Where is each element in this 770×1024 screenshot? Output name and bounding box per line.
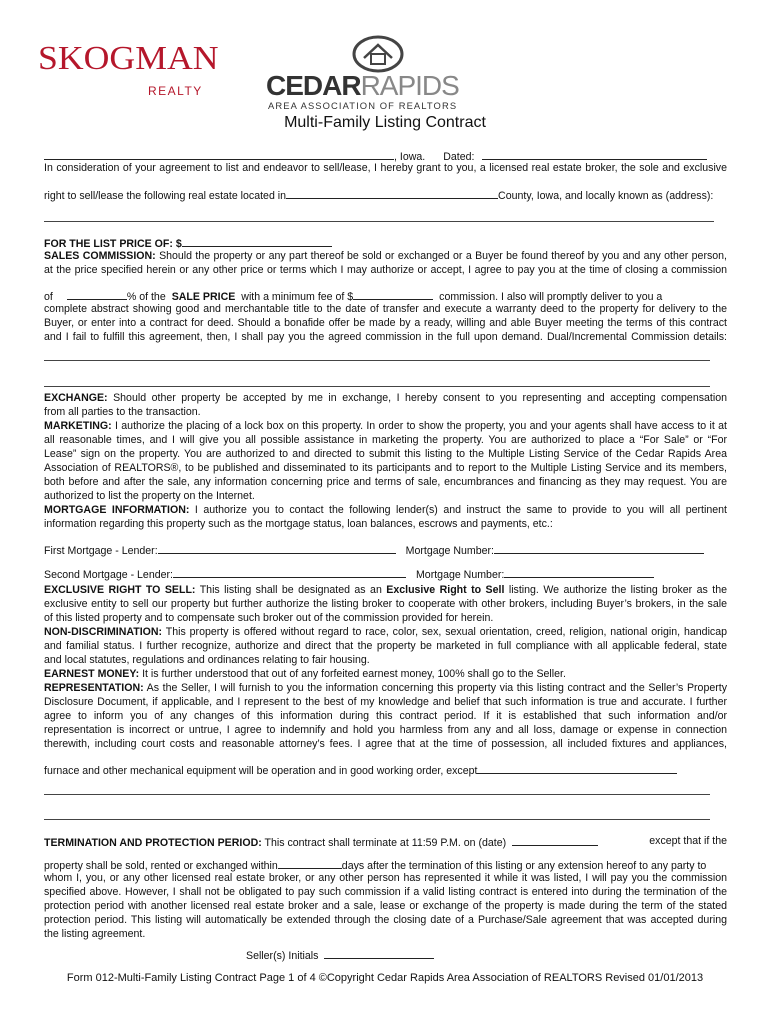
minimum-fee-label: with a minimum fee of $ [241, 291, 354, 303]
exchange-heading: EXCHANGE: [44, 392, 108, 404]
mortgage-l1 [44, 504, 727, 516]
iowa-label: , Iowa. [394, 151, 426, 163]
consideration-text: In consideration of your agreement to list and endeavor to sell/lease, I hereby grant to you, a licensed real estate broker, the sole and exclusive [44, 162, 727, 174]
first-mortgage-lender-field[interactable] [158, 543, 396, 554]
marketing-l5: both before and after the sale, any information concerning price and terms of sale, encumbrances and financing as they may request. You are [44, 476, 727, 488]
list-price-field[interactable] [182, 236, 332, 247]
sales-commission-l1 [44, 250, 727, 262]
termination-l2 [44, 858, 727, 872]
page-footer: Form 012-Multi-Family Listing Contract Page 1 of 4 ©Copyright Cedar Rapids Area Association of REALTORS Revised 01/01/2013 [66, 972, 704, 984]
seller-initials-line [246, 948, 546, 962]
marketing-l6: authorized to list the property on the Internet. [44, 490, 255, 502]
list-price-label: FOR THE LIST PRICE OF: $ [44, 238, 182, 250]
skogman-logo-sub: REALTY [148, 84, 203, 98]
dated-label: Dated: [443, 151, 475, 163]
address-label: County, Iowa, and locally known as (address): [498, 190, 714, 202]
marketing-text-1: I authorize the placing of a lock box on this property. In order to show the property, you and your agents shall have access to it at [111, 420, 727, 432]
marketing-l3: Lease” sign on the property. You are authorized to and directed to submit this listing to the Multiple Listing Service of the Cedar Rapids Area [44, 448, 727, 460]
termination-l4: specified above. However, I shall not be obligated to pay such commission if a valid listing contract is entered into during the termination of the [44, 886, 727, 898]
termination-text-2a: property shall be sold, rented or exchanged within [44, 860, 278, 872]
exchange-l2: from all parties to the transaction. [44, 406, 201, 418]
termination-l3: whom I, you, or any other licensed real estate broker, or any other person has represented it while it was listed, I will pay you the commission [44, 872, 727, 884]
earnest-l1 [44, 668, 727, 680]
page-title: Multi-Family Listing Contract [284, 114, 486, 131]
location-label: right to sell/lease the following real estate located in [44, 190, 287, 202]
sales-commission-text-1: Should the property or any part thereof be sold or exchanged or a Buyer be found thereof by you and any other person, [155, 250, 727, 262]
exclusive-l3: of this listed property and to compensate such broker out of the commission provided for herein. [44, 612, 494, 624]
skogman-logo [38, 40, 238, 100]
representation-l4: representation is incorrect or untrue, I agree to indemnify and hold you harmless from any and all loss, damage or expense in connection [44, 724, 727, 736]
second-mortgage-line [44, 567, 727, 581]
seller-initials-field[interactable] [324, 948, 434, 959]
second-mortgage-lender-label: Second Mortgage - Lender: [44, 569, 173, 581]
representation-l2: Disclosure Document, if applicable, and I represent to the best of my knowledge and belief that such information is true and accurate. I further [44, 696, 727, 708]
exceptions-field-3[interactable] [44, 819, 710, 820]
commission-of-label: of [44, 291, 53, 303]
termination-text-2b: days after the termination of this listing or any extension hereof to any party to [341, 860, 707, 872]
cedar-rapids-logo-sub: AREA ASSOCIATION OF REALTORS [268, 100, 458, 111]
commission-details-field-1[interactable] [44, 360, 710, 361]
minimum-fee-field[interactable] [353, 289, 433, 300]
sales-commission-l5: Buyer, or enter into a contract for deed. Should a bonafide offer be made by a ready, willing and able Buyer meeting the terms of this contract [44, 317, 727, 329]
commission-percent-field[interactable] [67, 289, 127, 300]
exclusive-text-1a: This listing shall be designated as an [195, 584, 387, 596]
termination-l1 [44, 835, 727, 849]
date-field[interactable] [482, 149, 707, 160]
location-line [44, 188, 727, 202]
marketing-heading: MARKETING: [44, 420, 112, 432]
earnest-heading: EARNEST MONEY: [44, 668, 140, 680]
second-mortgage-number-field[interactable] [504, 567, 654, 578]
county-field[interactable] [286, 188, 498, 199]
commission-percent-label: % of the [126, 291, 166, 303]
skogman-logo-name: SKOGMAN [38, 40, 219, 77]
exclusive-l2: exclusive entity to sell our property but further authorize the listing broker to cooperate with other brokers, including Buyer’s brokers, in the sale [44, 598, 727, 610]
protection-days-field[interactable] [278, 858, 342, 869]
sales-commission-l2: at the price specified herein or any other price or terms which I may authorize or accept, I agree to pay you at the time of closing a commission [44, 264, 727, 276]
exchange-text-1: Should other property be accepted by me in exchange, I hereby consent to you representing and accepting compensation [107, 392, 727, 404]
marketing-l2: all reasonable times, and I will give you all possible assistance in marketing the property. You are authorized to place a “For Sale” or “For [44, 434, 727, 446]
exclusive-l1 [44, 584, 727, 596]
sale-price-label: SALE PRICE [171, 291, 236, 303]
marketing-l4: Association of REALTORS®, to be published and disseminated to its participants and to report to the Multiple Listing Service and its members, [44, 462, 727, 474]
earnest-text-1: It is further understood that out of any forfeited earnest money, 100% shall go to the Seller. [139, 668, 566, 680]
termination-date-field[interactable] [512, 835, 598, 846]
nondiscrimination-l1 [44, 626, 727, 638]
nondiscrimination-l3: and local statutes, regulations and ordinances relating to fair housing. [44, 654, 370, 666]
first-mortgage-lender-label: First Mortgage - Lender: [44, 545, 158, 557]
second-mortgage-number-label: Mortgage Number: [415, 569, 505, 581]
exceptions-field[interactable] [477, 763, 677, 774]
first-mortgage-number-field[interactable] [494, 543, 704, 554]
mortgage-heading: MORTGAGE INFORMATION: [44, 504, 190, 516]
termination-l5: protection period with another licensed real estate broker and a sale, lease or exchange of the property is made during the term of the stated [44, 900, 727, 912]
city-field[interactable] [44, 149, 394, 160]
first-mortgage-number-label: Mortgage Number: [405, 545, 494, 557]
nondiscrimination-text-1: This property is offered without regard to race, color, sex, sexual orientation, creed, religion, national origin, handicap [162, 626, 727, 638]
termination-l6: protection period. This listing will automatically be extended through the closing date of a Purchase/Sale agreement that was accepted during [44, 914, 727, 926]
cedar-logo-light: RAPIDS [360, 70, 459, 101]
sales-commission-heading: SALES COMMISSION: [44, 250, 156, 262]
commission-delivery-text: commission. I also will promptly deliver to you a [439, 291, 663, 303]
termination-text-1a: This contract shall terminate at 11:59 P.M. on (date) [261, 837, 507, 849]
termination-text-1b: except that if the [649, 835, 727, 847]
exclusive-right-label: Exclusive Right to Sell [386, 584, 505, 596]
representation-heading: REPRESENTATION: [44, 682, 144, 694]
representation-l5: therewith, including court costs and reasonable attorney’s fees. I agree that at the time of possession, all included fixtures and appliances, [44, 738, 727, 750]
nondiscrimination-heading: NON-DISCRIMINATION: [44, 626, 163, 638]
representation-text-6: furnace and other mechanical equipment will be operation and in good working order, except [44, 765, 478, 777]
address-field[interactable] [44, 221, 714, 222]
header-line [44, 149, 727, 163]
nondiscrimination-l2: and familial status. I further recognize, authorize and direct that the property be marketed in full compliance with all applicable federal, state [44, 640, 727, 652]
exceptions-field-2[interactable] [44, 794, 710, 795]
representation-l1 [44, 682, 727, 694]
exclusive-text-1c: listing. We authorize the listing broker as the [504, 584, 728, 596]
cedar-rapids-logo [266, 32, 506, 112]
representation-l6 [44, 763, 727, 777]
sales-commission-l4: complete abstract showing good and merchantable title to the date of transfer and execute a warranty deed to the property for delivery to the [44, 303, 727, 315]
seller-initials-label: Seller(s) Initials [246, 950, 319, 962]
mortgage-text-1: I authorize you to contact the following lender(s) and instruct the same to provide to you will all pertinent [189, 504, 727, 516]
representation-l3: agree to inform you of any changes of this information during this contract period. If it is established that such information and/or [44, 710, 727, 722]
cedar-rapids-logo-name [266, 70, 459, 102]
commission-line [44, 289, 727, 303]
house-swoosh-icon [338, 32, 418, 74]
second-mortgage-lender-field[interactable] [173, 567, 406, 578]
termination-l7: the listing agreement. [44, 928, 146, 940]
sales-commission-l6: and I fail to fulfill this agreement, then, I shall pay you the agreed commission in the full upon demand. Dual/Incremental Commission details: [44, 331, 727, 343]
termination-heading: TERMINATION AND PROTECTION PERIOD: [44, 837, 262, 849]
cedar-logo-bold: CEDAR [266, 70, 361, 101]
exclusive-heading: EXCLUSIVE RIGHT TO SELL: [44, 584, 196, 596]
list-price-line [44, 236, 727, 250]
first-mortgage-line [44, 543, 727, 557]
exchange-l1 [44, 392, 727, 404]
mortgage-l2: information regarding this property such as the mortgage status, loan balances, escrows and payments, etc.: [44, 518, 553, 530]
representation-text-1: As the Seller, I will furnish to you the information concerning this property via this listing contract and the Seller’s Property [143, 682, 727, 694]
commission-details-field-2[interactable] [44, 386, 710, 387]
marketing-l1 [44, 420, 727, 432]
